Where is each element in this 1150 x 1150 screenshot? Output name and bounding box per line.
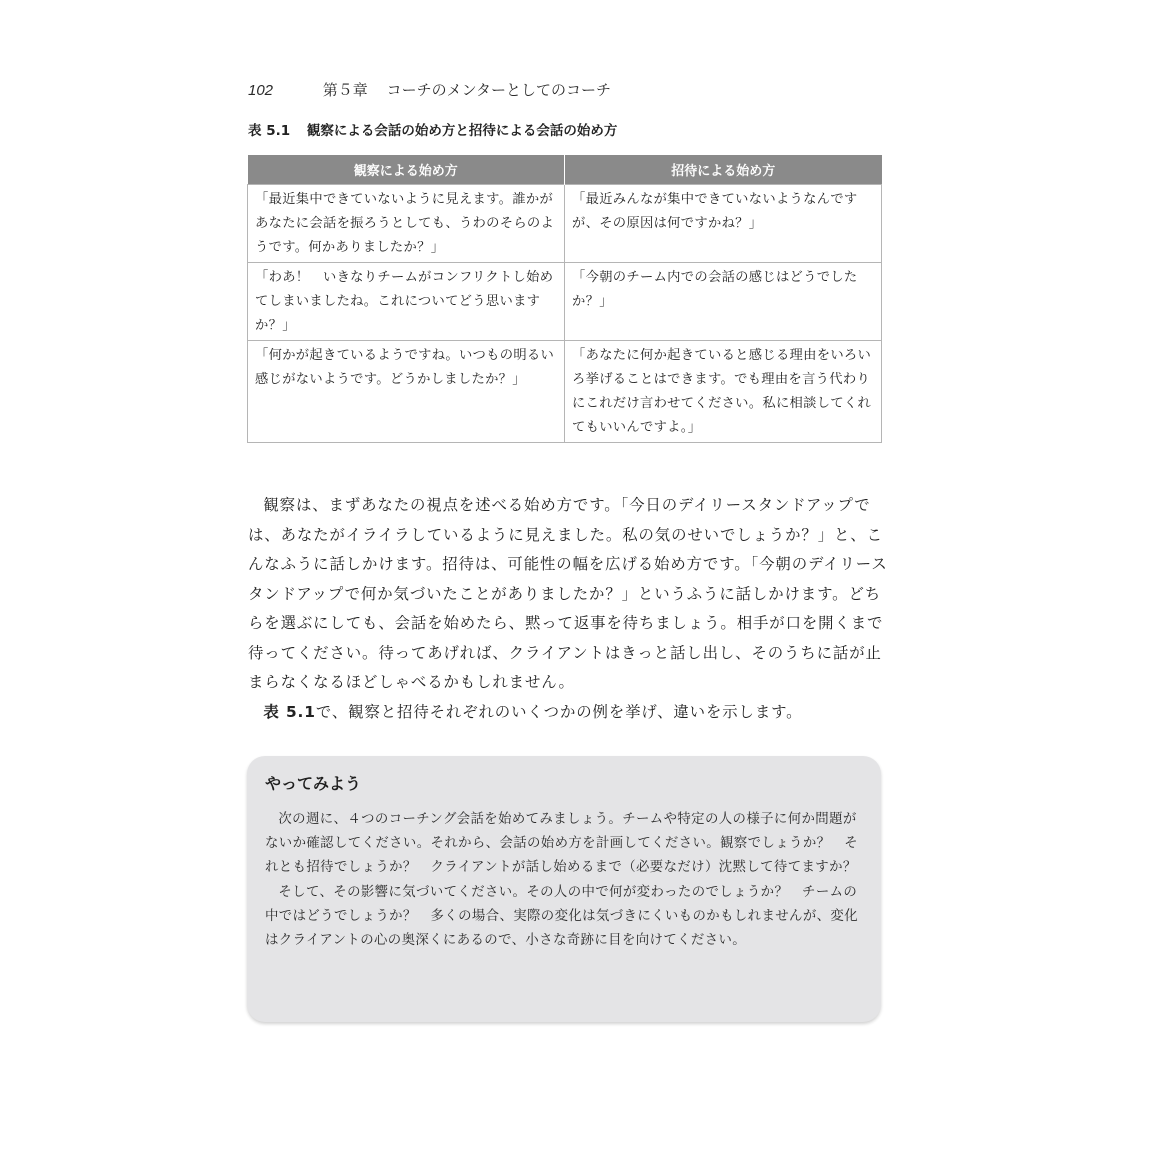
- table-cell-invitation: 「今朝のチーム内での会話の感じはどうでしたか？」: [565, 263, 882, 341]
- table-cell-invitation: 「あなたに何か起きていると感じる理由をいろいろ挙げることはできます。でも理由を言う代わりにこれだけ言わせてください。私に相談してくれてもいいんですよ。」: [565, 341, 882, 443]
- table-caption: [248, 121, 888, 141]
- table-cell-invitation: 「最近みんなが集中できていないようなんですが、その原因は何ですかね？」: [565, 185, 882, 263]
- column-header-observation: 観察による始め方: [248, 155, 565, 185]
- body-paragraph: [248, 698, 888, 728]
- table-row: [248, 185, 882, 263]
- running-header: [248, 78, 888, 102]
- table-cell-observation: 「最近集中できていないように見えます。誰かがあなたに会話を振ろうとしても、うわのそらのようです。何かありましたか？」: [248, 185, 565, 263]
- comparison-table: [247, 155, 882, 443]
- body-text: [248, 491, 888, 727]
- chapter-label: 第５章: [322, 81, 368, 99]
- table-header-row: [248, 155, 882, 185]
- table-caption-title: 観察による会話の始め方と招待による会話の始め方: [306, 123, 618, 139]
- table-cell-observation: 「わあ！ いきなりチームがコンフリクトし始めてしまいましたね。これについてどう思いますか？」: [248, 263, 565, 341]
- try-it-paragraph: そして、その影響に気づいてください。その人の中で何が変わったのでしょうか？ チームの中ではどうでしょうか？ 多くの場合、実際の変化は気づきにくいものかもしれませんが、変化はクライアントの心の奥深くにあるので、小さな奇跡に目を向けてください。: [265, 884, 858, 949]
- chapter-title: コーチのメンターとしてのコーチ: [386, 81, 611, 99]
- table-cell-observation: 「何かが起きているようですね。いつもの明るい感じがないようです。どうかしましたか？」: [248, 341, 565, 443]
- body-paragraph: 観察は、まずあなたの視点を述べる始め方です。「今日のデイリースタンドアップでは、あなたがイライラしているように見えました。私の気のせいでしょうか？」と、こんなふうに話しかけます。招待は、可能性の幅を広げる始め方です。「今朝のデイリースタンドアップで何か気づいたことがありましたか？」というふうに話しかけます。どちらを選ぶにしても、会話を始めたら、黙って返事を待ちましょう。相手が口を開くまで待ってください。待ってあげれば、クライアントはきっと話し出し、そのうちに話が止まらなくなるほどしゃべるかもしれません。: [248, 496, 888, 691]
- try-it-paragraph: 次の週に、４つのコーチング会話を始めてみましょう。チームや特定の人の様子に何か問題がないか確認してください。それから、会話の始め方を計画してください。観察でしょうか？ それとも招待でしょうか？ クライアントが話し始めるまで（必要なだけ）沈黙して待てますか？: [265, 812, 858, 876]
- table-row: [248, 263, 882, 341]
- column-header-invitation: 招待による始め方: [565, 155, 882, 185]
- page-number: 102: [248, 82, 274, 99]
- body-paragraph-rest: で、観察と招待それぞれのいくつかの例を挙げ、違いを示します。: [315, 702, 803, 721]
- try-it-box: [247, 756, 881, 1022]
- table-caption-number: 表 5.1: [248, 123, 291, 139]
- table-reference: 表 5.1: [263, 702, 316, 721]
- table-row: [248, 341, 882, 443]
- try-it-title: やってみよう: [265, 774, 362, 793]
